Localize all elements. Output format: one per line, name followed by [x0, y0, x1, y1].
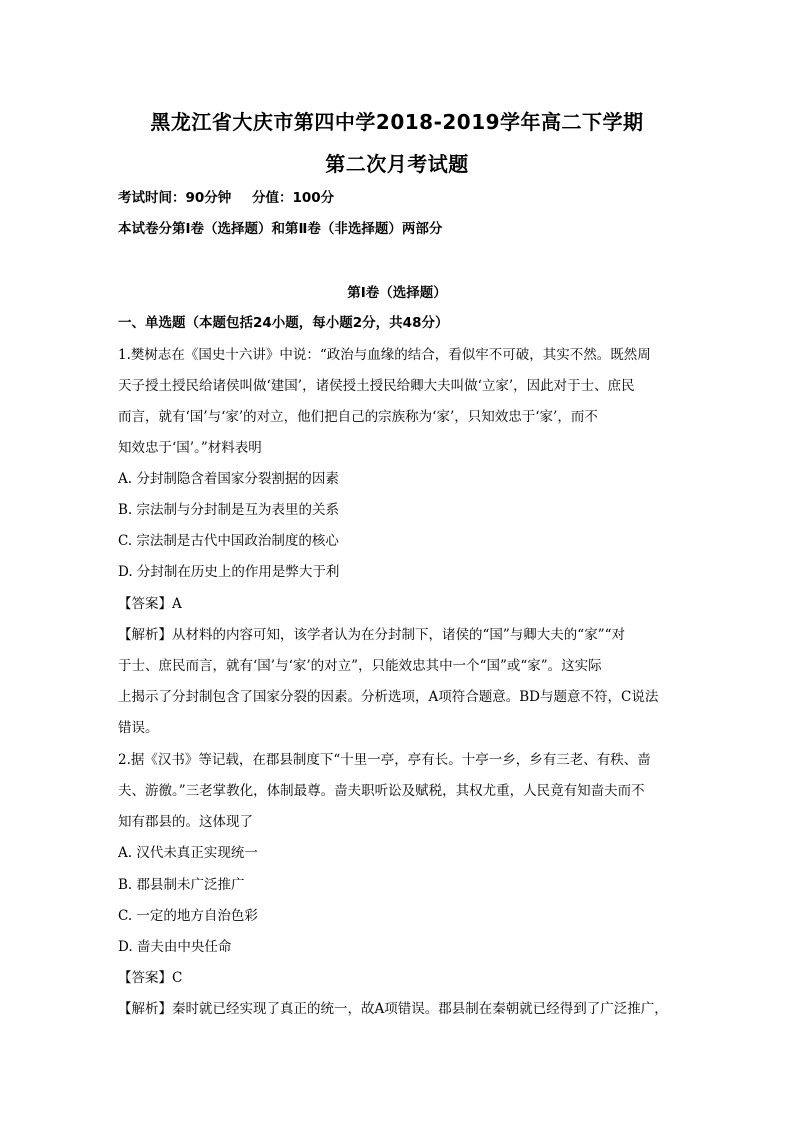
question-2-stem-line: 夫、游徼。”三老掌教化，体制最尊。啬夫职听讼及赋税，其权尤重，人民竟有知啬夫而不 [118, 783, 645, 799]
question-2-option-c: C. 一定的地方自治色彩 [118, 908, 258, 924]
question-2-analysis-line: 【解析】秦时就已经实现了真正的统一，故A项错误。郡县制在秦朝就已经得到了广泛推广， [118, 1001, 668, 1017]
question-2-option-a: A. 汉代未真正实现统一 [118, 845, 258, 861]
exam-info [118, 186, 350, 206]
question-2-stem-line: 知有郡县的。这体现了 [118, 814, 253, 830]
exam-time: 考试时间：90分钟 [118, 190, 232, 206]
question-1-stem-line: 而言，就有‘国’与‘家’的对立，他们把自己的宗族称为‘家’，只知效忠于‘家’，而不 [118, 409, 598, 425]
question-1-option-d: D. 分封制在历史上的作用是弊大于利 [118, 564, 340, 580]
question-1-stem-line: 知效忠于‘国’。”材料表明 [118, 440, 262, 456]
document-subtitle: 第二次月考试题 [325, 152, 469, 176]
question-1-analysis-line: 于士、庶民而言，就有‘国’与‘家’的对立”，只能效忠其中一个“国”或“家”。这实际 [118, 658, 602, 674]
question-1-analysis-line: 错误。 [118, 720, 159, 736]
exam-note: 本试卷分第Ⅰ卷（选择题）和第Ⅱ卷（非选择题）两部分 [118, 221, 443, 237]
document-title: 黑龙江省大庆市第四中学2018-2019学年高二下学期 [150, 110, 644, 134]
question-1-option-a: A. 分封制隐含着国家分裂割据的因素 [118, 471, 339, 487]
question-2-stem-line: 2.据《汉书》等记载，在郡县制度下“十里一亭，亭有长。十亭一乡，乡有三老、有秩、啬 [118, 752, 651, 768]
question-1-analysis-line: 上揭示了分封制包含了国家分裂的因素。分析选项，A项符合题意。BD与题意不符，C说法 [118, 689, 659, 705]
exam-score: 分值：100分 [252, 190, 335, 206]
question-1-answer: 【答案】A [118, 596, 182, 612]
question-2-option-d: D. 啬夫由中央任命 [118, 939, 232, 955]
question-1-stem-line: 1.樊树志在《国史十六讲》中说：“政治与血缘的结合，看似牢不可破，其实不然。既然周 [118, 347, 651, 363]
question-2-option-b: B. 郡县制未广泛推广 [118, 877, 245, 893]
question-2-answer: 【答案】C [118, 970, 183, 986]
part-title: 一、单选题（本题包括24小题，每小题2分，共48分） [118, 315, 449, 331]
question-1-stem-line: 天子授土授民给诸侯叫做‘建国’，诸侯授土授民给卿大夫叫做‘立家’，因此对于士、庶民 [118, 378, 635, 394]
question-1-analysis-line: 【解析】从材料的内容可知，该学者认为在分封制下，诸侯的“国”与卿大夫的“家”“对 [118, 627, 626, 643]
section-title: 第Ⅰ卷（选择题） [347, 285, 447, 301]
question-1-option-c: C. 宗法制是古代中国政治制度的核心 [118, 533, 339, 549]
question-1-option-b: B. 宗法制与分封制是互为表里的关系 [118, 502, 340, 518]
